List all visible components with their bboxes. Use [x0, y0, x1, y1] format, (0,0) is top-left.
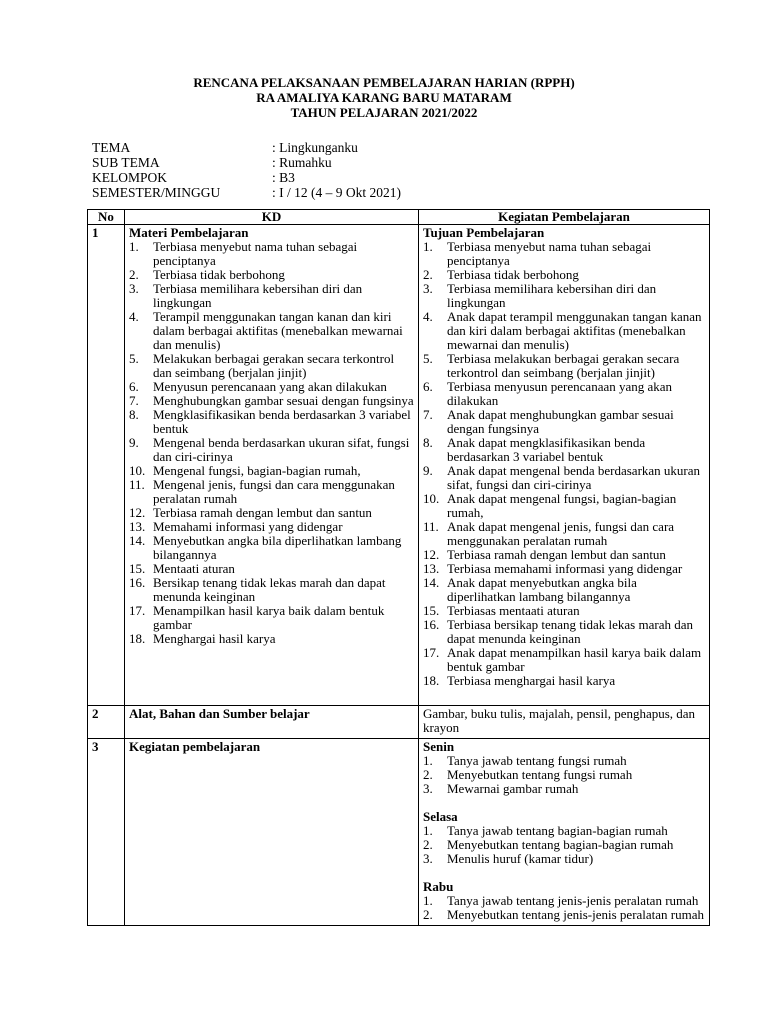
list-item-text: Anak dapat mengklasifikasikan benda berdasarkan 3 variabel bentuk — [447, 435, 646, 464]
list-item-text: Terbiasa ramah dengan lembut dan santun — [153, 505, 372, 520]
table-row — [88, 739, 710, 926]
list-item-text: Bersikap tenang tidak lekas marah dan dapat menunda keinginan — [153, 575, 386, 604]
list-item-number: 2. — [129, 267, 139, 282]
meta-value: : Rumahku — [272, 155, 332, 170]
list-item — [423, 852, 705, 866]
kegiatan-label: Kegiatan pembelajaran — [125, 739, 419, 926]
list-item-number: 7. — [423, 407, 433, 422]
list-item-text: Mentaati aturan — [153, 561, 235, 576]
meta-value: : B3 — [272, 170, 295, 185]
list-item-text: Mengenal fungsi, bagian-bagian rumah, — [153, 463, 361, 478]
header-kegiatan: Kegiatan Pembelajaran — [419, 210, 710, 225]
list-item — [129, 576, 414, 604]
list-item-number: 5. — [423, 351, 433, 366]
list-item-text: Menyebutkan tentang fungsi rumah — [447, 767, 633, 782]
list-item-number: 6. — [423, 379, 433, 394]
list-item — [129, 562, 414, 576]
list-item-text: Tanya jawab tentang bagian-bagian rumah — [447, 823, 668, 838]
list-item — [423, 562, 705, 576]
day-activity-list — [423, 824, 705, 866]
list-item-number: 15. — [423, 603, 440, 618]
day-heading: Rabu — [423, 879, 454, 894]
list-item-text: Anak dapat menyebutkan angka bila diperlihatkan lambang bilangannya — [447, 575, 637, 604]
list-item-number: 7. — [129, 393, 139, 408]
list-item-number: 4. — [129, 309, 139, 324]
list-item-number: 17. — [129, 603, 146, 618]
list-item-number: 2. — [423, 267, 433, 282]
list-item-text: Anak dapat terampil menggunakan tangan kanan dan kiri dalam berbagai aktifitas (menebalkan mewarnai dan menulis) — [447, 309, 702, 352]
meta-row-subtema — [92, 155, 401, 170]
doc-title-line3: TAHUN PELAJARAN 2021/2022 — [290, 105, 478, 120]
list-item — [423, 352, 705, 380]
list-item — [129, 408, 414, 436]
list-item-number: 18. — [423, 673, 440, 688]
list-item — [423, 618, 705, 646]
list-item — [423, 380, 705, 408]
list-item-number: 17. — [423, 645, 440, 660]
list-item — [129, 534, 414, 562]
list-item-text: Mengenal benda berdasarkan ukuran sifat, fungsi dan ciri-cirinya — [153, 435, 410, 464]
list-item — [423, 782, 705, 796]
list-item-number: 3. — [423, 851, 433, 866]
list-item-number: 9. — [423, 463, 433, 478]
list-item — [129, 380, 414, 394]
list-item-number: 16. — [129, 575, 146, 590]
doc-title-line2: RA AMALIYA KARANG BARU MATARAM — [256, 90, 512, 105]
list-item-text: Menampilkan hasil karya baik dalam bentuk gambar — [153, 603, 385, 632]
list-item-text: Terbiasa memahami informasi yang didengar — [447, 561, 683, 576]
meta-value: : I / 12 (4 – 9 Okt 2021) — [272, 185, 401, 200]
list-item-number: 10. — [423, 491, 440, 506]
list-item — [129, 268, 414, 282]
list-item-text: Terbiasa menghargai hasil karya — [447, 673, 616, 688]
list-item-number: 13. — [129, 519, 146, 534]
list-item — [129, 310, 414, 352]
list-item-number: 14. — [129, 533, 146, 548]
list-item-number: 9. — [129, 435, 139, 450]
tujuan-cell — [419, 225, 710, 706]
list-item-number: 11. — [423, 519, 439, 534]
meta-value: : Lingkunganku — [272, 140, 358, 155]
list-item — [423, 894, 705, 908]
list-item-text: Terbiasa memilihara kebersihan diri dan lingkungan — [447, 281, 657, 310]
list-item-text: Anak dapat mengenal fungsi, bagian-bagian rumah, — [447, 491, 677, 520]
day-heading: Selasa — [423, 809, 458, 824]
list-item-number: 15. — [129, 561, 146, 576]
list-item — [423, 604, 705, 618]
list-item — [423, 282, 705, 310]
day-activity-list — [423, 894, 705, 922]
alat-label: Alat, Bahan dan Sumber belajar — [125, 706, 419, 739]
meta-row-semester — [92, 185, 401, 200]
list-item — [129, 478, 414, 506]
list-item — [423, 436, 705, 464]
row-number: 1 — [88, 225, 125, 706]
list-item — [423, 464, 705, 492]
list-item-number: 16. — [423, 617, 440, 632]
list-item — [423, 838, 705, 852]
list-item-number: 1. — [423, 893, 433, 908]
list-item-number: 14. — [423, 575, 440, 590]
meta-key: KELOMPOK — [92, 170, 168, 185]
list-item-text: Terbiasa memilihara kebersihan diri dan lingkungan — [153, 281, 363, 310]
list-item-text: Terbiasa menyebut nama tuhan sebagai penciptanya — [447, 239, 652, 268]
list-item-text: Menyebutkan tentang bagian-bagian rumah — [447, 837, 674, 852]
list-item-number: 1. — [129, 239, 139, 254]
list-item — [423, 268, 705, 282]
list-item-text: Menulis huruf (kamar tidur) — [447, 851, 594, 866]
table-header-row — [88, 210, 710, 225]
list-item — [129, 632, 414, 646]
list-item-text: Mewarnai gambar rumah — [447, 781, 579, 796]
list-item-text: Mengenal jenis, fungsi dan cara menggunakan peralatan rumah — [153, 477, 395, 506]
list-item-number: 1. — [423, 823, 433, 838]
list-item — [423, 520, 705, 548]
list-item-number: 12. — [129, 505, 146, 520]
list-item-text: Tanya jawab tentang fungsi rumah — [447, 753, 627, 768]
list-item — [423, 754, 705, 768]
list-item-number: 8. — [423, 435, 433, 450]
list-item — [423, 240, 705, 268]
list-item — [423, 408, 705, 436]
list-item-number: 12. — [423, 547, 440, 562]
list-item — [129, 506, 414, 520]
kd-cell — [125, 225, 419, 706]
list-item-number: 3. — [423, 281, 433, 296]
list-item-text: Terampil menggunakan tangan kanan dan kiri dalam berbagai aktifitas (menebalkan mewarnai dan menulis) — [153, 309, 403, 352]
list-item — [129, 436, 414, 464]
list-item-text: Mengklasifikasikan benda berdasarkan 3 variabel bentuk — [153, 407, 411, 436]
meta-row-kelompok — [92, 170, 401, 185]
list-item-text: Memahami informasi yang didengar — [153, 519, 343, 534]
list-item-number: 2. — [423, 767, 433, 782]
table-row — [88, 225, 710, 706]
header-no: No — [88, 210, 125, 225]
list-item — [423, 492, 705, 520]
list-item-text: Terbiasa bersikap tenang tidak lekas marah dan dapat menunda keinginan — [447, 617, 693, 646]
list-item-number: 8. — [129, 407, 139, 422]
day-heading: Senin — [423, 739, 455, 754]
list-item-text: Terbiasa ramah dengan lembut dan santun — [447, 547, 666, 562]
list-item — [129, 352, 414, 380]
list-item-number: 5. — [129, 351, 139, 366]
list-item — [129, 394, 414, 408]
list-item-number: 11. — [129, 477, 145, 492]
list-item — [129, 520, 414, 534]
list-item-text: Menghubungkan gambar sesuai dengan fungsinya — [153, 393, 414, 408]
meta-key: TEMA — [92, 140, 131, 155]
list-item-text: Terbiasa menyebut nama tuhan sebagai penciptanya — [153, 239, 358, 268]
list-item-text: Anak dapat mengenal benda berdasarkan ukuran sifat, fungsi dan ciri-cirinya — [447, 463, 701, 492]
list-item-text: Menyebutkan tentang jenis-jenis peralatan rumah — [447, 907, 705, 922]
alat-value: Gambar, buku tulis, majalah, pensil, penghapus, dan krayon — [419, 706, 710, 739]
rpph-table — [87, 209, 710, 926]
list-item-number: 6. — [129, 379, 139, 394]
list-item-number: 10. — [129, 463, 146, 478]
day-activity-list — [423, 754, 705, 796]
list-item-text: Terbiasa tidak berbohong — [153, 267, 285, 282]
list-item-text: Terbiasa melakukan berbagai gerakan secara terkontrol dan seimbang (berjalan jinjit) — [447, 351, 680, 380]
tujuan-title: Tujuan Pembelajaran — [423, 225, 545, 240]
list-item-text: Anak dapat menghubungkan gambar sesuai dengan fungsinya — [447, 407, 674, 436]
meta-key: SUB TEMA — [92, 155, 160, 170]
meta-key: SEMESTER/MINGGU — [92, 185, 221, 200]
list-item-text: Anak dapat menampilkan hasil karya baik dalam bentuk gambar — [447, 645, 702, 674]
list-item-number: 1. — [423, 753, 433, 768]
list-item — [129, 464, 414, 478]
list-item — [129, 282, 414, 310]
list-item — [423, 548, 705, 562]
list-item-number: 18. — [129, 631, 146, 646]
row-number: 3 — [88, 739, 125, 926]
list-item-number: 2. — [423, 907, 433, 922]
list-item-number: 3. — [129, 281, 139, 296]
list-item-number: 1. — [423, 239, 433, 254]
tujuan-list — [423, 240, 705, 688]
list-item-number: 3. — [423, 781, 433, 796]
list-item — [423, 576, 705, 604]
list-item — [129, 240, 414, 268]
meta-block — [92, 140, 401, 200]
meta-row-tema — [92, 140, 401, 155]
list-item-number: 13. — [423, 561, 440, 576]
list-item-text: Anak dapat mengenal jenis, fungsi dan cara menggunakan peralatan rumah — [447, 519, 675, 548]
header-kd: KD — [125, 210, 419, 225]
list-item — [423, 310, 705, 352]
list-item-text: Menyebutkan angka bila diperlihatkan lambang bilangannya — [153, 533, 402, 562]
list-item-number: 2. — [423, 837, 433, 852]
list-item-text: Melakukan berbagai gerakan secara terkontrol dan seimbang (berjalan jinjit) — [153, 351, 395, 380]
list-item — [423, 674, 705, 688]
list-item-text: Menghargai hasil karya — [153, 631, 276, 646]
kd-list — [129, 240, 414, 646]
row-number: 2 — [88, 706, 125, 739]
list-item — [129, 604, 414, 632]
list-item-text: Terbiasa tidak berbohong — [447, 267, 579, 282]
doc-title-line1: RENCANA PELAKSANAAN PEMBELAJARAN HARIAN (RPPH) — [193, 75, 575, 90]
list-item — [423, 908, 705, 922]
list-item — [423, 824, 705, 838]
list-item-text: Menyusun perencanaan yang akan dilakukan — [153, 379, 387, 394]
kd-title: Materi Pembelajaran — [129, 225, 249, 240]
list-item-number: 4. — [423, 309, 433, 324]
list-item-text: Terbiasa menyusun perencanaan yang akan dilakukan — [447, 379, 673, 408]
list-item — [423, 768, 705, 782]
list-item-text: Terbiasas mentaati aturan — [447, 603, 580, 618]
table-row — [88, 706, 710, 739]
kegiatan-days-cell — [419, 739, 710, 926]
list-item-text: Tanya jawab tentang jenis-jenis peralatan rumah — [447, 893, 699, 908]
list-item — [423, 646, 705, 674]
